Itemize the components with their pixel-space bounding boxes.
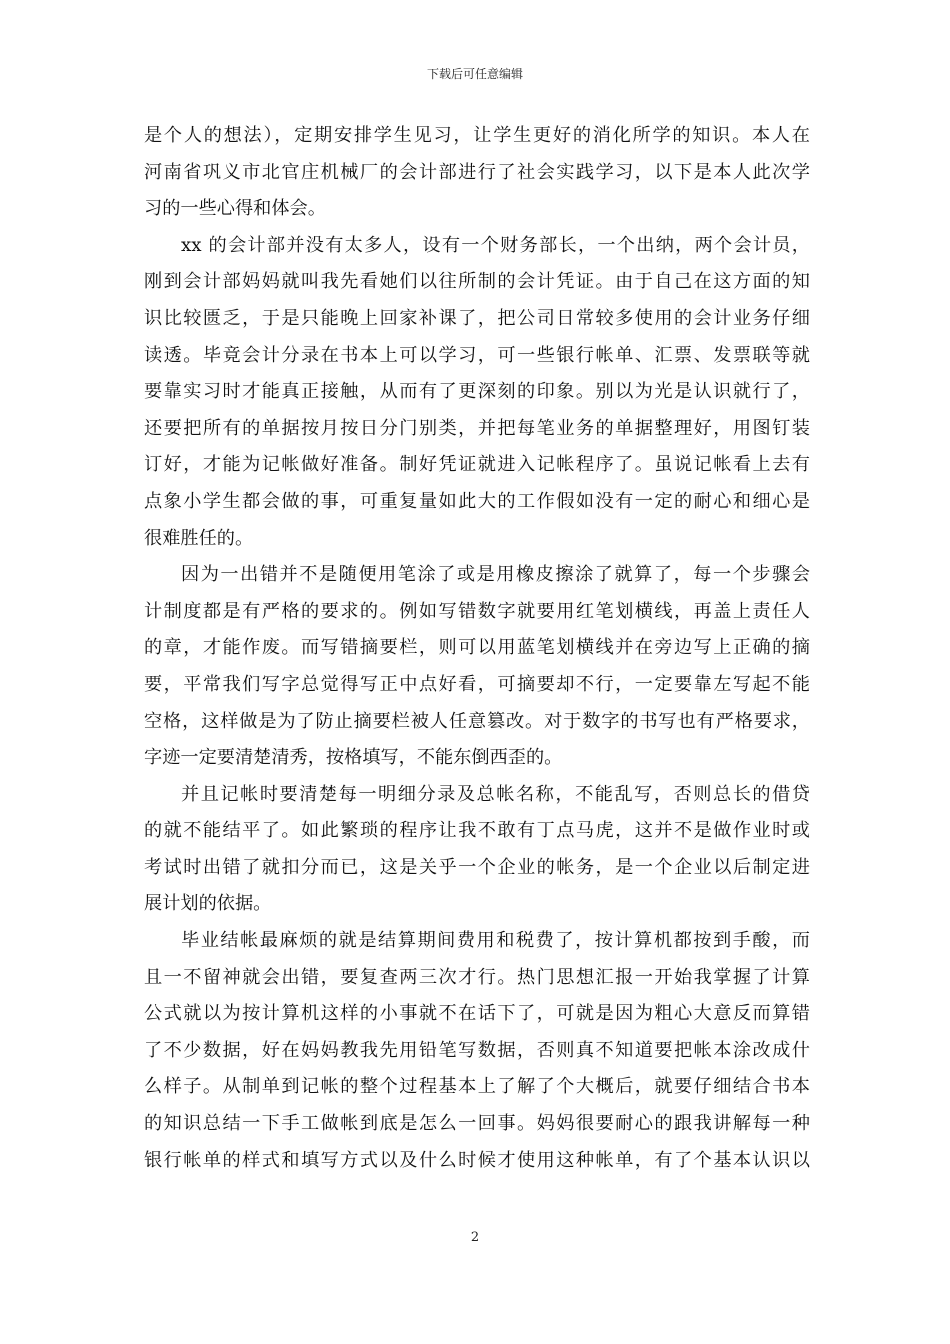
paragraph-first-line: 毕业结帐最麻烦的就是结算期间费用和税费了，按计算机都按到手酸，而 <box>181 930 810 952</box>
text-line: 银行帐单的样式和填写方式以及什么时候才使用这种帐单，有了个基本认识以 <box>144 1149 810 1171</box>
text-line: 订好，才能为记帐做好准备。制好凭证就进入记帐程序了。虽说记帐看上去有 <box>144 454 810 476</box>
page-number: 2 <box>470 1230 480 1245</box>
text-line: 河南省巩义市北官庄机械厂的会计部进行了社会实践学习，以下是本人此次学 <box>144 161 810 183</box>
paragraph-first-line: 并且记帐时要清楚每一明细分录及总帐名称，不能乱写，否则总长的借贷 <box>181 783 810 805</box>
text-line: 很难胜任的。 <box>144 527 254 549</box>
text-line: 识比较匮乏，于是只能晚上回家补课了，把公司日常较多使用的会计业务仔细 <box>144 307 810 329</box>
text-line: 的就不能结平了。如此繁琐的程序让我不敢有丁点马虎，这并不是做作业时或 <box>144 820 810 842</box>
text-line: 了不少数据，好在妈妈教我先用铅笔写数据，否则真不知道要把帐本涂改成什 <box>144 1039 810 1061</box>
text-line: 还要把所有的单据按月按日分门别类，并把每笔业务的单据整理好，用图钉装 <box>144 417 810 439</box>
text-line: 刚到会计部妈妈就叫我先看她们以往所制的会计凭证。由于自己在这方面的知 <box>144 271 810 293</box>
paragraph-first-line: xx 的会计部并没有太多人，设有一个财务部长，一个出纳，两个会计员， <box>181 234 810 256</box>
text-line: 点象小学生都会做的事，可重复量如此大的工作假如没有一定的耐心和细心是 <box>144 490 810 512</box>
body-text <box>144 118 810 1179</box>
text-line: 要靠实习时才能真正接触，从而有了更深刻的印象。别以为光是认识就行了， <box>144 381 810 403</box>
text-line: 的知识总结一下手工做帐到底是怎么一回事。妈妈很要耐心的跟我讲解每一种 <box>144 1113 810 1135</box>
text-line: 么样子。从制单到记帐的整个过程基本上了解了个大概后，就要仔细结合书本 <box>144 1076 810 1098</box>
text-line: 公式就以为按计算机这样的小事就不在话下了，可就是因为粗心大意反而算错 <box>144 1003 810 1025</box>
text-line: 读透。毕竟会计分录在书本上可以学习，可一些银行帐单、汇票、发票联等就 <box>144 344 810 366</box>
paragraph-first-line: 因为一出错并不是随便用笔涂了或是用橡皮擦涂了就算了，每一个步骤会 <box>181 564 810 586</box>
text-line: 的章，才能作废。而写错摘要栏，则可以用蓝笔划横线并在旁边写上正确的摘 <box>144 637 810 659</box>
text-line: 考试时出错了就扣分而已，这是关乎一个企业的帐务，是一个企业以后制定进 <box>144 856 810 878</box>
text-line: 计制度都是有严格的要求的。例如写错数字就要用红笔划横线，再盖上责任人 <box>144 600 810 622</box>
text-line: 展计划的依据。 <box>144 893 272 915</box>
text-line: 空格，这样做是为了防止摘要栏被人任意篡改。对于数字的书写也有严格要求， <box>144 710 810 732</box>
page-header: 下载后可任意编辑 <box>426 67 523 81</box>
text-line: 字迹一定要清楚清秀，按格填写，不能东倒西歪的。 <box>144 747 563 769</box>
text-line: 习的一些心得和体会。 <box>144 198 326 220</box>
text-line: 要，平常我们写字总觉得写正中点好看，可摘要却不行，一定要靠左写起不能 <box>144 673 810 695</box>
text-line: 是个人的想法），定期安排学生见习，让学生更好的消化所学的知识。本人在 <box>144 125 810 146</box>
text-line: 且一不留神就会出错，要复查两三次才行。热门思想汇报一开始我掌握了计算 <box>144 966 810 988</box>
